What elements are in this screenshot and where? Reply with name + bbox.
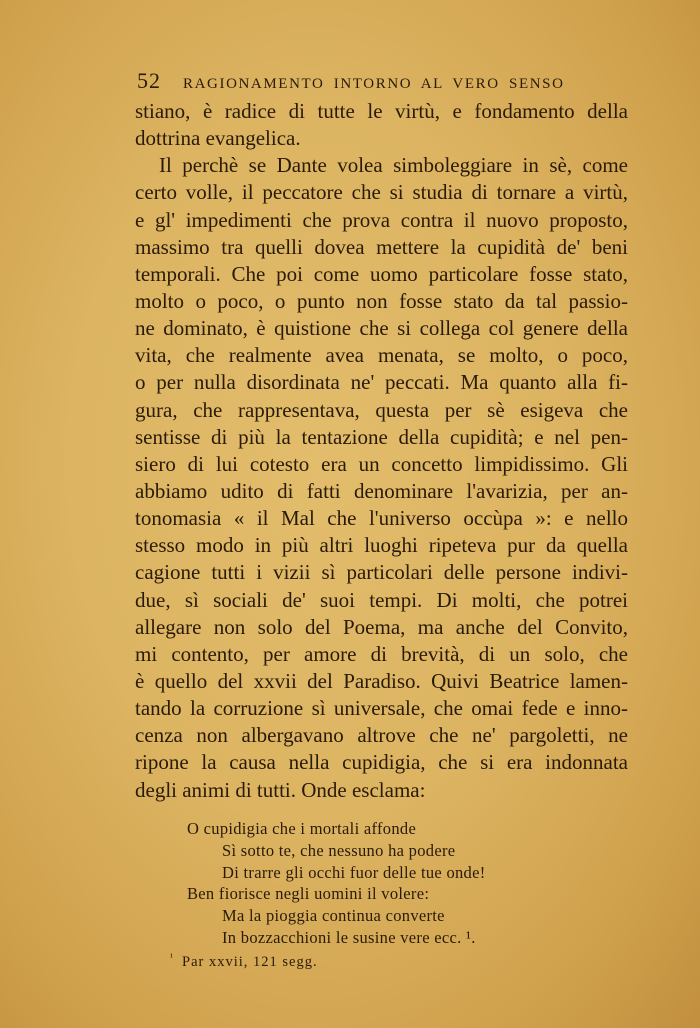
text-line: è quello del xxvii del Paradiso. Quivi Beatrice lamen- [135, 668, 628, 693]
text-line: allegare non solo del Poema, ma anche del Convito, [135, 614, 628, 639]
text-line: vita, che realmente avea menata, se molto, o poco, [135, 343, 628, 368]
text-line: cenza non albergavano altrove che ne' pargoletti, ne [135, 723, 628, 748]
text-line: tando la corruzione sì universale, che omai fede e inno- [135, 696, 628, 721]
body-text [135, 98, 628, 804]
text-line: due, sì sociali de' suoi tempi. Di molti, che potrei [135, 587, 628, 612]
text-line: temporali. Che poi come uomo particolare fosse stato, [135, 261, 628, 286]
text-line: mi contento, per amore di brevità, di un solo, che [135, 641, 628, 666]
text-line: degli animi di tutti. Onde esclama: [135, 777, 426, 802]
footnote [170, 952, 318, 971]
text-line: dottrina evangelica. [135, 126, 301, 151]
text-line: gura, che rappresentava, questa per sè esigeva che [135, 397, 628, 422]
text-line: o per nulla disordinata ne' peccati. Ma quanto alla fi- [135, 370, 628, 395]
text-line: molto o poco, o punto non fosse stato da tal passio- [135, 288, 628, 313]
footnote-mark: ¹ [170, 952, 174, 963]
running-head: RAGIONAMENTO INTORNO AL VERO SENSO [183, 76, 565, 92]
text-line: certo volle, il peccatore che si studia di tornare a virtù, [135, 180, 628, 205]
verse-quotation [187, 818, 547, 949]
verse-line: Di trarre gli occhi fuor delle tue onde! [222, 862, 486, 882]
text-line: siero di lui cotesto era un concetto limpidissimo. Gli [135, 451, 628, 476]
text-line: stiano, è radice di tutte le virtù, e fondamento della [135, 99, 628, 123]
verse-line: Sì sotto te, che nessuno ha podere [222, 840, 456, 860]
footnote-text: Par xxvii, 121 segg. [182, 953, 318, 970]
verse-line: Ma la pioggia continua converte [222, 906, 445, 926]
page-header [137, 68, 627, 94]
text-line: cagione tutti i vizii sì particolari delle persone indivi- [135, 560, 628, 585]
text-line: ne dominato, è quistione che si collega col genere della [135, 316, 628, 341]
text-line: Il perchè se Dante volea simboleggiare in sè, come [159, 153, 628, 178]
page-number: 52 [137, 68, 161, 93]
text-line: stesso modo in più altri luoghi ripeteva pur da quella [135, 533, 628, 558]
text-line: ripone la causa nella cupidigia, che si era indonnata [135, 750, 628, 775]
verse-line: In bozzacchioni le susine vere ecc. ¹. [222, 927, 476, 947]
text-line: sentisse di più la tentazione della cupidità; e nel pen- [135, 424, 628, 449]
text-line: abbiamo udito di fatti denominare l'avarizia, per an- [135, 478, 628, 503]
verse-line: O cupidigia che i mortali affonde [187, 819, 417, 838]
text-line: e gl' impedimenti che prova contra il nuovo proposto, [135, 207, 628, 232]
verse-line: Ben fiorisce negli uomini il volere: [187, 884, 430, 904]
text-line: massimo tra quelli dovea mettere la cupidità de' beni [135, 234, 628, 259]
text-line: tonomasia « il Mal che l'universo occùpa »: e nello [135, 506, 628, 531]
